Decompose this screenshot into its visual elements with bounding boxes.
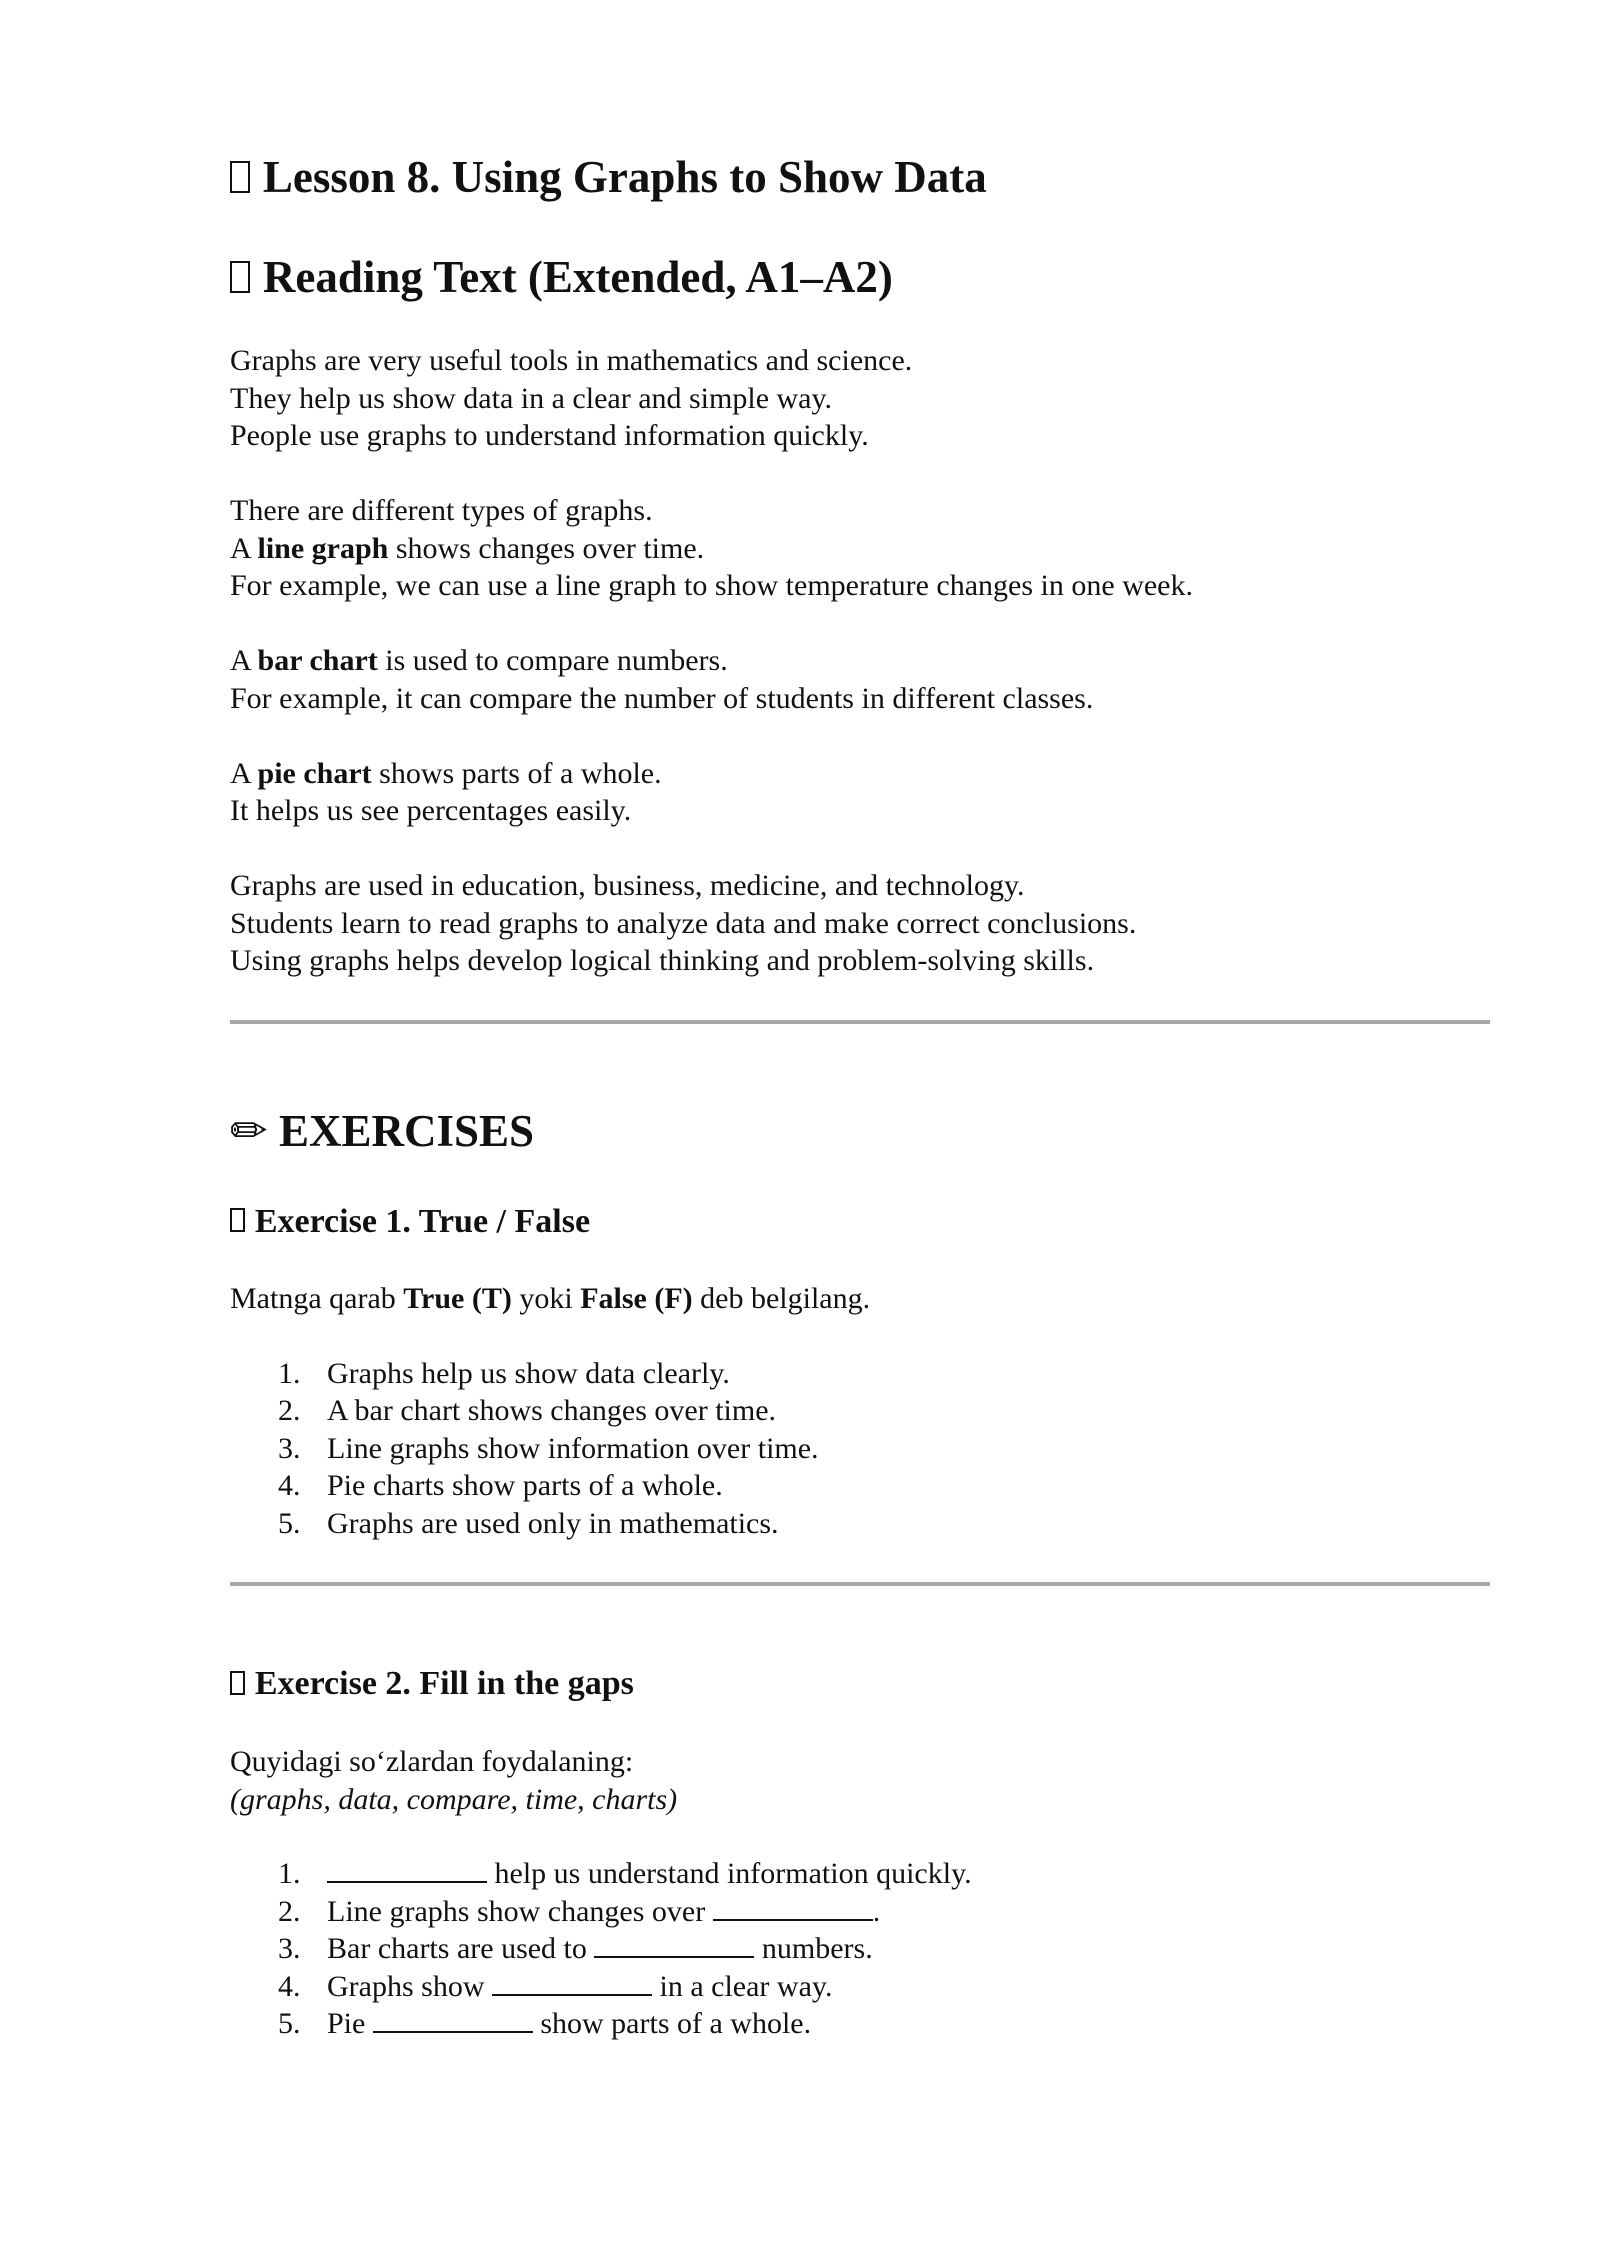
blank-gap[interactable]: [713, 1893, 873, 1921]
keyword-line-graph: line graph: [257, 531, 389, 565]
list-number: 1.: [278, 1857, 301, 1891]
exercise-2-list: [230, 1855, 1490, 2043]
blank-gap[interactable]: [327, 1855, 487, 1883]
reading-paragraph-1: [230, 342, 1490, 455]
reading-title-text: Reading Text (Extended, A1–A2): [262, 252, 893, 302]
list-number: 1.: [278, 1356, 301, 1390]
list-item: [230, 1893, 1490, 1931]
text-line: [230, 642, 1490, 680]
text-line: [230, 530, 1490, 568]
exercise-2-title-text: Exercise 2. Fill in the gaps: [254, 1665, 634, 1703]
horizontal-divider: [230, 1582, 1490, 1586]
missing-glyph-icon: [230, 161, 250, 193]
list-item-text: Line graphs show information over time.: [327, 1431, 819, 1465]
list-item: [230, 1930, 1490, 1968]
reading-paragraph-5: [230, 867, 1490, 980]
text-run: Line graphs show changes over: [327, 1894, 713, 1928]
missing-glyph-icon: [230, 1208, 245, 1232]
text-run: A: [230, 644, 258, 677]
blank-gap[interactable]: [492, 1968, 652, 1996]
list-number: 3.: [278, 1932, 301, 1966]
text-line: [230, 755, 1490, 793]
text-line: People use graphs to understand information quickly.: [230, 419, 869, 452]
lesson-title: [230, 150, 1490, 204]
text-run: show parts of a whole.: [532, 2007, 812, 2041]
exercises-title-text: EXERCISES: [278, 1105, 535, 1156]
list-item: [230, 1467, 1490, 1505]
text-line: For example, we can use a line graph to show temperature changes in one week.: [230, 569, 1193, 602]
text-run: Pie: [327, 2007, 373, 2041]
missing-glyph-icon: [230, 261, 250, 293]
text-run: shows changes over time.: [388, 531, 705, 565]
text-line: Using graphs helps develop logical thinking and problem-solving skills.: [230, 944, 1095, 977]
text-run: deb belgilang.: [692, 1282, 871, 1316]
text-line: Quyidagi so‘zlardan foydalaning:: [230, 1745, 634, 1779]
list-item: [230, 1505, 1490, 1543]
list-item-text: Graphs help us show data clearly.: [327, 1356, 730, 1390]
false-label: False (F): [580, 1282, 693, 1316]
document-page: [230, 150, 1490, 2043]
text-line: Graphs are used in education, business, medicine, and technology.: [230, 869, 1025, 902]
text-run: A: [230, 756, 258, 790]
list-item: [230, 1392, 1490, 1430]
text-line: For example, it can compare the number of students in different classes.: [230, 681, 1094, 715]
word-bank: (graphs, data, compare, time, charts): [230, 1782, 678, 1816]
text-line: Students learn to read graphs to analyze data and make correct conclusions.: [230, 906, 1137, 940]
list-number: 2.: [278, 1894, 301, 1928]
list-item-text: Pie charts show parts of a whole.: [327, 1469, 723, 1503]
text-run: yoki: [511, 1282, 581, 1316]
list-number: 2.: [278, 1394, 301, 1428]
text-run: shows parts of a whole.: [371, 756, 662, 790]
blank-gap[interactable]: [594, 1930, 754, 1958]
text-run: Graphs show: [327, 1969, 492, 2003]
text-run: A: [230, 531, 258, 565]
list-item: [230, 1968, 1490, 2006]
reading-paragraph-4: [230, 755, 1490, 830]
list-number: 4.: [278, 1969, 301, 2003]
list-number: 4.: [278, 1469, 301, 1503]
reading-text: [230, 342, 1490, 980]
list-number: 5.: [278, 1506, 301, 1540]
horizontal-divider: [230, 1020, 1490, 1024]
exercise-1-list: [230, 1355, 1490, 1543]
keyword-pie-chart: pie chart: [257, 756, 372, 790]
lesson-title-text: Lesson 8. Using Graphs to Show Data: [262, 152, 987, 202]
text-run: help us understand information quickly.: [487, 1857, 972, 1891]
exercise-1-title: [230, 1202, 1490, 1243]
true-label: True (T): [403, 1282, 512, 1316]
list-item: [230, 1355, 1490, 1393]
text-line: It helps us see percentages easily.: [230, 794, 632, 827]
reading-title: [230, 250, 1490, 304]
text-run: Bar charts are used to: [327, 1932, 595, 1966]
list-number: 5.: [278, 2007, 301, 2041]
text-line: They help us show data in a clear and simple way.: [230, 381, 833, 415]
text-run: is used to compare numbers.: [377, 644, 728, 677]
exercise-1-title-text: Exercise 1. True / False: [254, 1202, 591, 1240]
keyword-bar-chart: bar chart: [257, 644, 378, 677]
exercise-1-instruction: [230, 1280, 1490, 1318]
reading-paragraph-2: [230, 492, 1490, 605]
list-item-text: A bar chart shows changes over time.: [327, 1394, 777, 1428]
pencil-icon: ✏: [230, 1103, 268, 1157]
list-item-text: Graphs are used only in mathematics.: [327, 1506, 779, 1540]
text-run: numbers.: [754, 1932, 873, 1966]
exercise-2-instruction: [230, 1743, 1490, 1818]
missing-glyph-icon: [230, 1671, 245, 1695]
exercise-2-title: [230, 1664, 1490, 1705]
blank-gap[interactable]: [373, 2005, 533, 2033]
reading-paragraph-3: [230, 642, 1490, 717]
text-run: in a clear way.: [652, 1969, 833, 2003]
list-number: 3.: [278, 1431, 301, 1465]
list-item: [230, 2005, 1490, 2043]
text-line: There are different types of graphs.: [230, 494, 653, 527]
text-run: .: [872, 1894, 881, 1928]
list-item: [230, 1855, 1490, 1893]
list-item: [230, 1430, 1490, 1468]
text-line: Graphs are very useful tools in mathematics and science.: [230, 344, 913, 377]
text-run: Matnga qarab: [230, 1282, 404, 1316]
exercises-title: [230, 1104, 1490, 1158]
